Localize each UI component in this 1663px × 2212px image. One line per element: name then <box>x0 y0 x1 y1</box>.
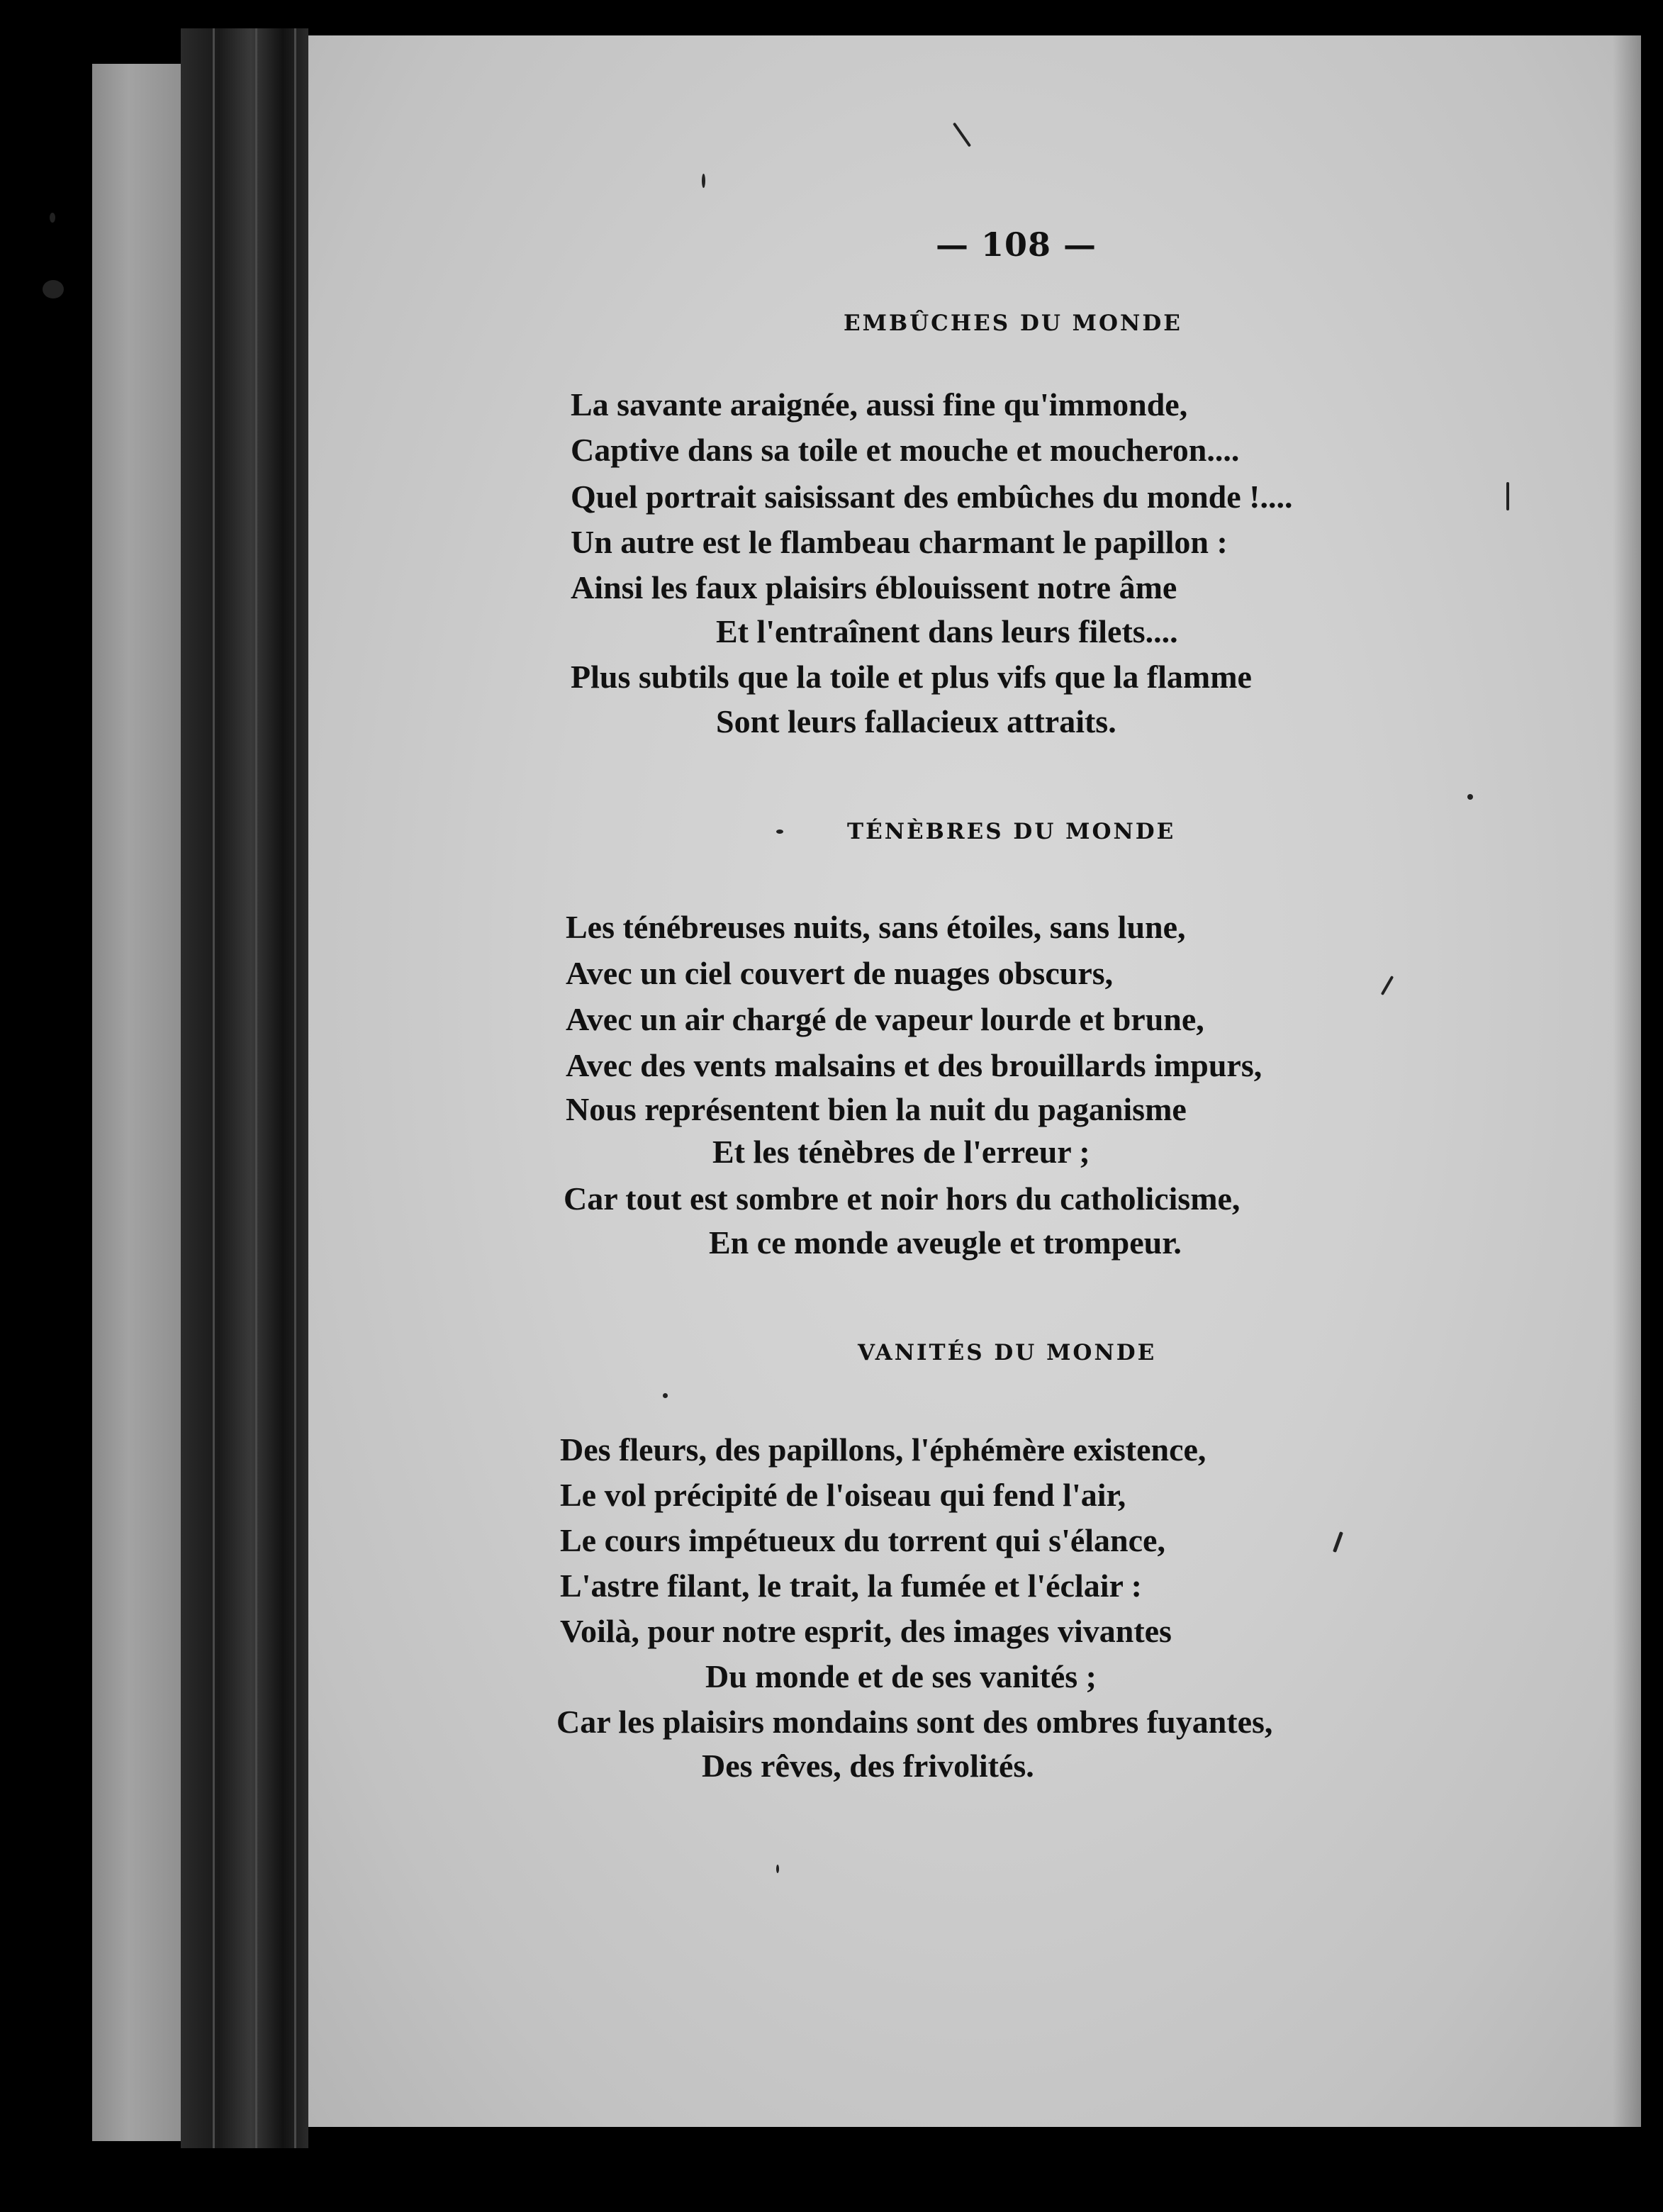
verse-line: Des rêves, des frivolités. <box>702 1748 1034 1784</box>
verse-line: En ce monde aveugle et trompeur. <box>709 1224 1182 1261</box>
verse-line: Ainsi les faux plaisirs éblouissent notre âme <box>571 569 1177 605</box>
section-heading: EMBÛCHES DU MONDE <box>844 311 1182 336</box>
verse-line: L'astre filant, le trait, la fumée et l'éclair : <box>560 1568 1142 1604</box>
verse-line: Et les ténèbres de l'erreur ; <box>712 1134 1090 1170</box>
verse-line: Avec un ciel couvert de nuages obscurs, <box>566 955 1114 991</box>
verse-line: Car tout est sombre et noir hors du catholicisme, <box>564 1180 1241 1217</box>
verse-line: Voilà, pour notre esprit, des images vivantes <box>560 1613 1172 1649</box>
verse-line: Le cours impétueux du torrent qui s'élance, <box>560 1522 1165 1558</box>
verse-line: Sont leurs fallacieux attraits. <box>716 703 1116 739</box>
verse-line: Nous représentent bien la nuit du paganisme <box>566 1091 1187 1127</box>
verse-line: Plus subtils que la toile et plus vifs que la flamme <box>571 659 1252 695</box>
verse-line: La savante araignée, aussi fine qu'immonde, <box>571 386 1188 423</box>
page-number: — 108 — <box>936 225 1097 264</box>
verse-line: Et l'entraînent dans leurs filets.... <box>716 613 1178 649</box>
section-heading: TÉNÈBRES DU MONDE <box>847 819 1176 844</box>
verse-line: Quel portrait saisissant des embûches du monde !.... <box>571 479 1293 515</box>
verse-line: Le vol précipité de l'oiseau qui fend l'air, <box>560 1477 1126 1513</box>
verse-line: Captive dans sa toile et mouche et moucheron.... <box>571 432 1240 468</box>
verse-line: Avec un air chargé de vapeur lourde et brune, <box>566 1001 1204 1037</box>
verse-line: Des fleurs, des papillons, l'éphémère existence, <box>560 1431 1206 1468</box>
section-heading: VANITÉS DU MONDE <box>858 1340 1157 1365</box>
verse-line: Les ténébreuses nuits, sans étoiles, sans lune, <box>566 909 1186 945</box>
verse-line: Du monde et de ses vanités ; <box>705 1658 1097 1694</box>
verse-line: Un autre est le flambeau charmant le papillon : <box>571 524 1228 560</box>
verse-line: Car les plaisirs mondains sont des ombres fuyantes, <box>556 1704 1273 1740</box>
verse-line: Avec des vents malsains et des brouillards impurs, <box>566 1047 1262 1083</box>
